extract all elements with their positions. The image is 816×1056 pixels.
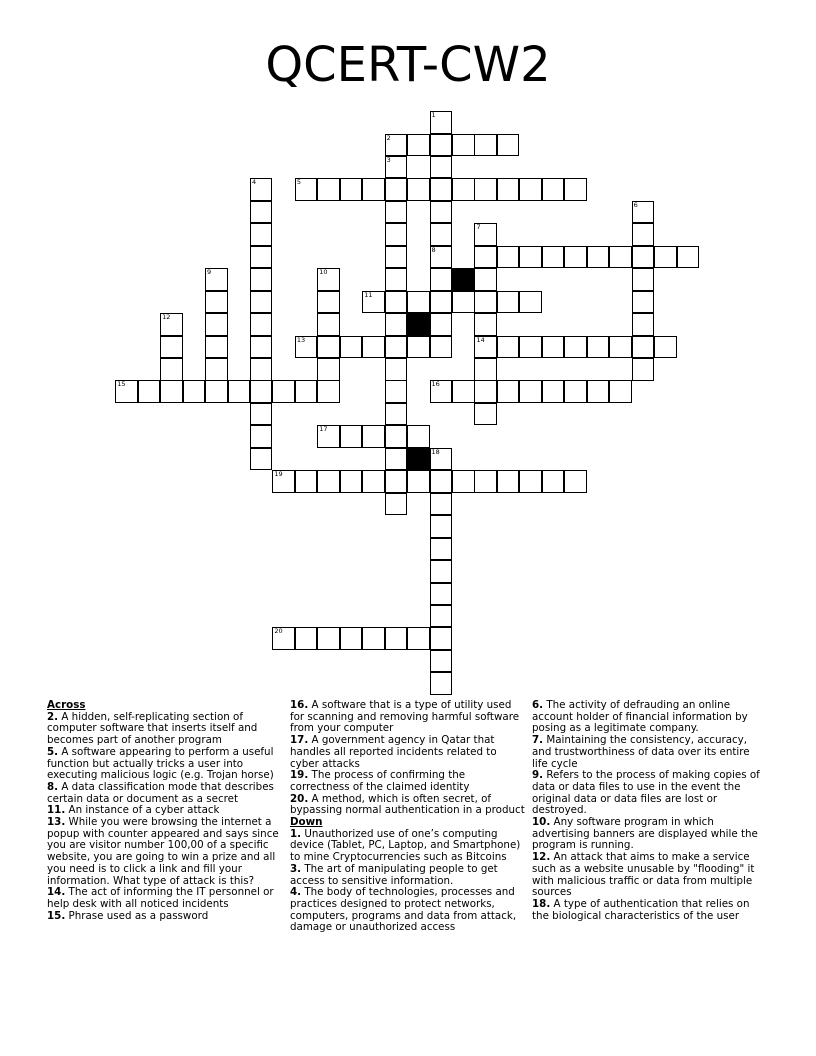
grid-cell[interactable] bbox=[474, 470, 497, 493]
clue-across-13: 13. While you were browsing the internet a popup with counter appeared and says since you are visitor number 100,00 of a specific website, you are going to win a prize and all you need is to click a link and fill your information. What type of attack is this? bbox=[47, 816, 279, 887]
clue-number: 3 bbox=[386, 155, 391, 164]
grid-cell[interactable] bbox=[474, 336, 497, 359]
grid-cell[interactable] bbox=[474, 358, 497, 381]
grid-cell[interactable] bbox=[160, 313, 183, 336]
grid-cell[interactable] bbox=[452, 470, 475, 493]
grid-cell[interactable] bbox=[250, 448, 273, 471]
grid-cell[interactable] bbox=[497, 246, 520, 269]
grid-cell[interactable] bbox=[228, 380, 251, 403]
grid-cell[interactable] bbox=[250, 425, 273, 448]
grid-cell[interactable] bbox=[474, 223, 497, 246]
grid-cell[interactable] bbox=[362, 627, 385, 650]
clue-number: 8 bbox=[431, 245, 436, 254]
grid-cell[interactable] bbox=[250, 358, 273, 381]
grid-cell[interactable] bbox=[632, 358, 655, 381]
grid-cell[interactable] bbox=[430, 201, 453, 224]
grid-cell[interactable] bbox=[407, 178, 430, 201]
grid-cell[interactable] bbox=[430, 605, 453, 628]
grid-cell[interactable] bbox=[385, 246, 408, 269]
grid-cell[interactable] bbox=[115, 380, 138, 403]
grid-cell[interactable] bbox=[250, 268, 273, 291]
clues-column-1 bbox=[47, 700, 283, 922]
clue-across-11: 11. An instance of a cyber attack bbox=[47, 804, 220, 817]
grid-cell[interactable] bbox=[430, 313, 453, 336]
clue-number: 19 bbox=[274, 470, 283, 479]
grid-cell[interactable] bbox=[430, 380, 453, 403]
grid-cell[interactable] bbox=[430, 336, 453, 359]
clues-column-2 bbox=[290, 700, 526, 934]
grid-cell[interactable] bbox=[564, 470, 587, 493]
grid-cell[interactable] bbox=[295, 178, 318, 201]
grid-cell[interactable] bbox=[385, 448, 408, 471]
clue-across-15: 15. Phrase used as a password bbox=[47, 909, 209, 922]
grid-cell[interactable] bbox=[385, 223, 408, 246]
clue-across-17: 17. A government agency in Qatar that handles all reported incidents related to cyber attacks bbox=[290, 734, 497, 770]
grid-cell[interactable] bbox=[385, 403, 408, 426]
grid-cell[interactable] bbox=[385, 627, 408, 650]
grid-cell[interactable] bbox=[385, 313, 408, 336]
grid-cell[interactable] bbox=[497, 380, 520, 403]
grid-cell[interactable] bbox=[340, 627, 363, 650]
grid-cell[interactable] bbox=[385, 291, 408, 314]
clue-number: 15 bbox=[117, 380, 126, 389]
grid-cell[interactable] bbox=[385, 156, 408, 179]
grid-cell[interactable] bbox=[677, 246, 700, 269]
clue-number: 18 bbox=[431, 447, 440, 456]
grid-cell[interactable] bbox=[250, 291, 273, 314]
clue-number: 12 bbox=[162, 313, 171, 322]
grid-cell[interactable] bbox=[317, 425, 340, 448]
clue-number: 11 bbox=[364, 290, 373, 299]
grid-cell[interactable] bbox=[430, 560, 453, 583]
grid-cell[interactable] bbox=[542, 380, 565, 403]
grid-cell[interactable] bbox=[362, 336, 385, 359]
grid-cell[interactable] bbox=[250, 403, 273, 426]
grid-cell[interactable] bbox=[430, 223, 453, 246]
clue-down-7: 7. Maintaining the consistency, accuracy, and trustworthiness of data over its entire life cycle bbox=[532, 734, 750, 770]
grid-cell[interactable] bbox=[317, 627, 340, 650]
grid-cell[interactable] bbox=[250, 201, 273, 224]
across-heading: Across bbox=[47, 699, 86, 711]
clue-down-12: 12. An attack that aims to make a service such as a website unusable by "flooding" it with malicious traffic or data from multiple sources bbox=[532, 851, 755, 899]
grid-cell[interactable] bbox=[632, 336, 655, 359]
clue-number: 9 bbox=[207, 268, 212, 277]
grid-cell[interactable] bbox=[317, 291, 340, 314]
grid-cell[interactable] bbox=[407, 425, 430, 448]
grid-cell[interactable] bbox=[587, 380, 610, 403]
grid-cell[interactable] bbox=[519, 470, 542, 493]
grid-cell[interactable] bbox=[385, 268, 408, 291]
clue-number: 20 bbox=[274, 627, 283, 636]
grid-cell[interactable] bbox=[430, 538, 453, 561]
grid-cell[interactable] bbox=[587, 336, 610, 359]
clue-number: 13 bbox=[296, 335, 306, 344]
grid-cell[interactable] bbox=[340, 178, 363, 201]
grid-cell[interactable] bbox=[542, 246, 565, 269]
clue-number: 17 bbox=[319, 425, 328, 434]
grid-cell[interactable] bbox=[430, 246, 453, 269]
clue-down-18: 18. A type of authentication that relies on the biological characteristics of the user bbox=[532, 897, 750, 922]
clue-down-4: 4. The body of technologies, processes and practices designed to protect networks, computers, programs and data from attack, damage or unauthorized access bbox=[290, 886, 517, 934]
clue-number: 14 bbox=[476, 335, 485, 344]
clue-across-2: 2. A hidden, self-replicating section of computer software that inserts itself and becomes part of another program bbox=[47, 710, 258, 747]
grid-cell[interactable] bbox=[407, 291, 430, 314]
grid-cell[interactable] bbox=[474, 291, 497, 314]
grid-cell[interactable] bbox=[609, 380, 632, 403]
grid-cell[interactable] bbox=[654, 336, 677, 359]
grid-cell[interactable] bbox=[430, 493, 453, 516]
grid-cell[interactable] bbox=[519, 246, 542, 269]
clue-number: 5 bbox=[296, 178, 301, 187]
grid-cell[interactable] bbox=[160, 358, 183, 381]
grid-cell[interactable] bbox=[317, 358, 340, 381]
grid-cell[interactable] bbox=[430, 268, 453, 291]
grid-cell[interactable] bbox=[474, 268, 497, 291]
grid-cell[interactable] bbox=[632, 223, 655, 246]
grid-cell[interactable] bbox=[160, 336, 183, 359]
grid-cell[interactable] bbox=[385, 380, 408, 403]
grid-cell[interactable] bbox=[474, 178, 497, 201]
grid-cell[interactable] bbox=[407, 627, 430, 650]
clue-down-1: 1. Unauthorized use of one’s computing device (Tablet, PC, Laptop, and Smartphone) to mine Cryptocurrencies such as Bitcoins bbox=[290, 827, 521, 864]
grid-cell[interactable] bbox=[295, 470, 318, 493]
grid-cell[interactable] bbox=[138, 380, 161, 403]
grid-cell[interactable] bbox=[205, 291, 228, 314]
grid-cell[interactable] bbox=[205, 336, 228, 359]
grid-cell[interactable] bbox=[340, 470, 363, 493]
clue-across-8: 8. A data classification mode that describes certain data or document as a secret bbox=[47, 780, 274, 805]
grid-cell[interactable] bbox=[385, 470, 408, 493]
clue-down-6: 6. The activity of defrauding an online account holder of financial information by posing as a legitimate company. bbox=[532, 699, 748, 735]
grid-cell[interactable] bbox=[295, 380, 318, 403]
clue-number: 6 bbox=[633, 200, 638, 209]
clue-across-14: 14. The act of informing the IT personnel or help desk with all noticed incidents bbox=[47, 886, 274, 910]
grid-cell[interactable] bbox=[183, 380, 206, 403]
grid-cell[interactable] bbox=[430, 583, 453, 606]
grid-cell[interactable] bbox=[430, 672, 453, 695]
grid-cell[interactable] bbox=[317, 336, 340, 359]
clues-section bbox=[0, 700, 816, 1056]
grid-cell[interactable] bbox=[340, 425, 363, 448]
grid-cell[interactable] bbox=[474, 134, 497, 157]
grid-cell[interactable] bbox=[430, 178, 453, 201]
grid-cell[interactable] bbox=[497, 336, 520, 359]
grid-cell[interactable] bbox=[272, 380, 295, 403]
clue-down-9: 9. Refers to the process of making copies of data or data files to use in the event the original data or data files are lost or destroyed. bbox=[532, 769, 760, 817]
grid-cell[interactable] bbox=[609, 246, 632, 269]
grid-cell[interactable] bbox=[632, 246, 655, 269]
grid-cell[interactable] bbox=[317, 178, 340, 201]
grid-cell[interactable] bbox=[430, 448, 453, 471]
grid-cell[interactable] bbox=[430, 650, 453, 673]
grid-cell[interactable] bbox=[250, 178, 273, 201]
grid-cell[interactable] bbox=[632, 268, 655, 291]
black-cell bbox=[452, 268, 475, 291]
grid-cell[interactable] bbox=[430, 111, 453, 134]
grid-cell[interactable] bbox=[474, 380, 497, 403]
grid-cell[interactable] bbox=[542, 336, 565, 359]
grid-cell[interactable] bbox=[340, 336, 363, 359]
grid-cell[interactable] bbox=[452, 134, 475, 157]
grid-cell[interactable] bbox=[317, 470, 340, 493]
clue-number: 4 bbox=[251, 178, 257, 187]
grid-cell[interactable] bbox=[362, 178, 385, 201]
grid-cell[interactable] bbox=[474, 403, 497, 426]
grid-cell[interactable] bbox=[587, 246, 610, 269]
clue-across-20: 20. A method, which is often secret, of bypassing normal authentication in a product bbox=[290, 792, 525, 817]
clue-number: 2 bbox=[386, 133, 391, 142]
clue-across-5: 5. A software appearing to perform a useful function but actually tricks a user into executing malicious logic (e.g. Trojan horse) bbox=[47, 745, 274, 782]
grid-cell[interactable] bbox=[362, 425, 385, 448]
puzzle-title: QCERT-CW2 bbox=[265, 37, 551, 93]
clue-down-10: 10. Any software program in which advertising banners are displayed while the program is running. bbox=[532, 816, 758, 852]
grid-cell[interactable] bbox=[497, 291, 520, 314]
grid-cell[interactable] bbox=[295, 627, 318, 650]
grid-cell[interactable] bbox=[317, 380, 340, 403]
grid-cell[interactable] bbox=[250, 336, 273, 359]
grid-cell[interactable] bbox=[430, 134, 453, 157]
grid-cell[interactable] bbox=[250, 246, 273, 269]
clue-number: 10 bbox=[319, 268, 328, 277]
grid-cell[interactable] bbox=[519, 380, 542, 403]
grid-cell[interactable] bbox=[205, 380, 228, 403]
grid-cell[interactable] bbox=[295, 336, 318, 359]
grid-cell[interactable] bbox=[250, 380, 273, 403]
grid-cell[interactable] bbox=[430, 627, 453, 650]
grid-cell[interactable] bbox=[632, 313, 655, 336]
clue-number: 16 bbox=[431, 380, 440, 389]
grid-cell[interactable] bbox=[250, 223, 273, 246]
grid-cell[interactable] bbox=[385, 493, 408, 516]
clues-column-3 bbox=[532, 700, 768, 922]
black-cell bbox=[407, 448, 430, 471]
grid-cell[interactable] bbox=[452, 178, 475, 201]
clue-number: 1 bbox=[431, 111, 436, 120]
grid-cell[interactable] bbox=[250, 313, 273, 336]
grid-cell[interactable] bbox=[497, 134, 520, 157]
grid-cell[interactable] bbox=[407, 470, 430, 493]
grid-cell[interactable] bbox=[430, 291, 453, 314]
grid-cell[interactable] bbox=[362, 291, 385, 314]
grid-cell[interactable] bbox=[519, 178, 542, 201]
black-cell bbox=[407, 313, 430, 336]
grid-cell[interactable] bbox=[407, 134, 430, 157]
grid-cell[interactable] bbox=[654, 246, 677, 269]
grid-cell[interactable] bbox=[272, 627, 295, 650]
grid-cell[interactable] bbox=[564, 380, 587, 403]
grid-cell[interactable] bbox=[497, 178, 520, 201]
grid-cell[interactable] bbox=[385, 425, 408, 448]
grid-cell[interactable] bbox=[609, 336, 632, 359]
grid-cell[interactable] bbox=[205, 268, 228, 291]
grid-cell[interactable] bbox=[542, 470, 565, 493]
grid-cell[interactable] bbox=[519, 336, 542, 359]
grid-cell[interactable] bbox=[205, 313, 228, 336]
grid-cell[interactable] bbox=[272, 470, 295, 493]
grid-cell[interactable] bbox=[385, 336, 408, 359]
grid-cell[interactable] bbox=[564, 246, 587, 269]
clue-down-3: 3. The art of manipulating people to get access to sensitive information. bbox=[290, 862, 498, 887]
grid-cell[interactable] bbox=[430, 515, 453, 538]
grid-cell[interactable] bbox=[385, 201, 408, 224]
grid-cell[interactable] bbox=[205, 358, 228, 381]
grid-cell[interactable] bbox=[474, 246, 497, 269]
grid-cell[interactable] bbox=[362, 470, 385, 493]
grid-cell[interactable] bbox=[497, 470, 520, 493]
grid-cell[interactable] bbox=[452, 380, 475, 403]
grid-cell[interactable] bbox=[430, 470, 453, 493]
grid-cell[interactable] bbox=[632, 291, 655, 314]
grid-cell[interactable] bbox=[542, 178, 565, 201]
grid-cell[interactable] bbox=[385, 178, 408, 201]
down-heading: Down bbox=[290, 816, 323, 829]
grid-cell[interactable] bbox=[385, 134, 408, 157]
grid-cell[interactable] bbox=[317, 268, 340, 291]
clue-across-16: 16. A software that is a type of utility used for scanning and removing harmful software from your computer bbox=[290, 699, 520, 735]
grid-cell[interactable] bbox=[452, 291, 475, 314]
grid-cell[interactable] bbox=[632, 201, 655, 224]
clue-number: 7 bbox=[476, 223, 481, 232]
grid-cell[interactable] bbox=[430, 156, 453, 179]
clue-across-19: 19. The process of confirming the correctness of the claimed identity bbox=[290, 769, 470, 793]
grid-cell[interactable] bbox=[564, 336, 587, 359]
grid-cell[interactable] bbox=[564, 178, 587, 201]
grid-cell[interactable] bbox=[407, 336, 430, 359]
grid-cell[interactable] bbox=[317, 313, 340, 336]
grid-cell[interactable] bbox=[474, 313, 497, 336]
grid-cell[interactable] bbox=[519, 291, 542, 314]
grid-cell[interactable] bbox=[385, 358, 408, 381]
grid-cell[interactable] bbox=[160, 380, 183, 403]
